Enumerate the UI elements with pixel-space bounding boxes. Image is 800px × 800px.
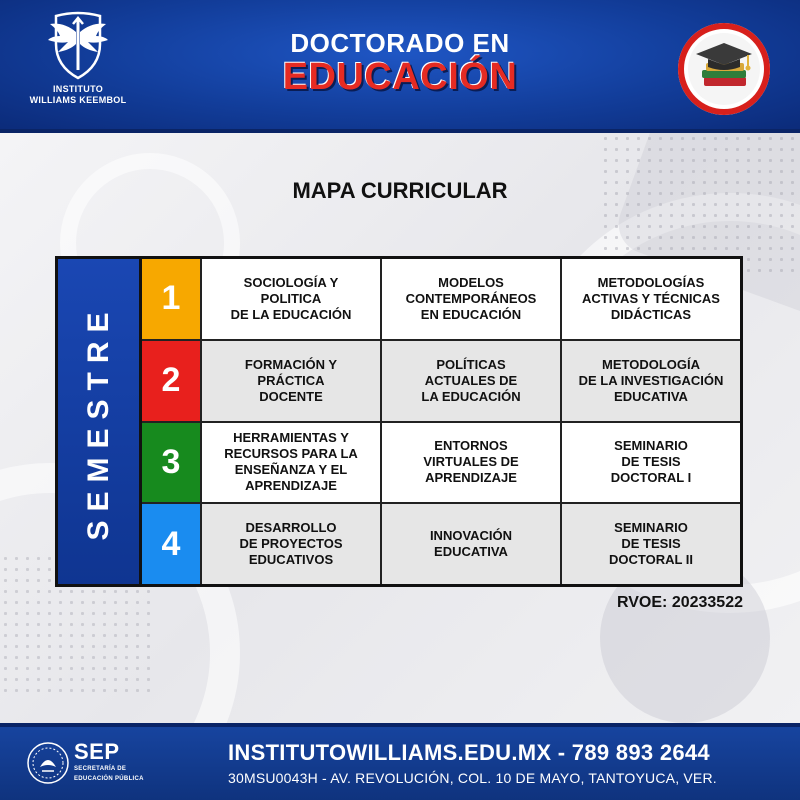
subject-cell: SEMINARIO DE TESIS DOCTORAL I [610,438,692,486]
sep-logo[interactable] [74,741,144,783]
program-title-top: DOCTORADO EN [290,28,510,58]
subject-cell: SOCIOLOGÍA Y POLITICA DE LA EDUCACIÓN [202,259,382,339]
semester-number: 1 [142,259,202,339]
rvoe-code: RVOE: 20233522 [616,594,743,611]
header-banner [0,0,800,133]
sep-label: SEP [74,739,120,764]
semester-row-3 [142,423,740,505]
graduation-cap-books-icon [676,21,772,117]
institute-line2: WILLIAMS KEEMBOL [29,95,127,105]
subject-cell: INNOVACIÓN EDUCATIVA [382,504,562,584]
subject-cell: POLÍTICAS ACTUALES DE LA EDUCACIÓN [382,341,562,421]
subject-cell: SEMINARIO DE TESIS DOCTORAL II [562,504,740,584]
map-title: MAPA CURRICULAR [292,178,508,203]
subject-cell: FORMACIÓN Y PRÁCTICA DOCENTE [202,341,382,421]
subject-cell: METODOLOGÍA DE LA INVESTIGACIÓN EDUCATIVA [562,341,740,421]
subject-cell: DESARROLLO DE PROYECTOS EDUCATIVOS [202,504,382,584]
semester-number: 4 [142,504,202,584]
semester-side-label [58,259,142,584]
graduation-badge [676,21,772,117]
subject-cell: HERRAMIENTAS Y RECURSOS PARA LA ENSEÑANZA Y EL APRENDIZAJE [202,423,382,503]
sep-sub1: SECRETARÍA DE [74,766,127,772]
semester-row-1 [142,259,740,341]
semester-number: 2 [142,341,202,421]
footer-banner [0,723,800,800]
subject-cell: ENTORNOS VIRTUALES DE APRENDIZAJE [382,423,562,503]
semester-row-2 [142,341,740,423]
curriculum-grid [142,259,740,584]
curriculum-table [55,256,743,587]
semester-label-text: SEMESTRE [81,302,115,541]
sep-sub2: EDUCACIÓN PÚBLICA [74,776,144,782]
national-seal-icon [26,741,70,785]
semester-number: 3 [142,423,202,503]
subject-cell: MODELOS CONTEMPORÁNEOS EN EDUCACIÓN [382,259,562,339]
institute-line1: INSTITUTO [52,84,104,94]
contact-line[interactable]: INSTITUTOWILLIAMS.EDU.MX - 789 893 2644 [228,740,710,765]
address-line: 30MSU0043H - AV. REVOLUCIÓN, COL. 10 DE MAYO, TANTOYUCA, VER. [228,770,717,786]
program-title-main: EDUCACIÓN [282,56,518,98]
semester-row-4 [142,504,740,584]
subject-cell: METODOLOGÍAS ACTIVAS Y TÉCNICAS DIDÁCTICAS [582,274,720,322]
